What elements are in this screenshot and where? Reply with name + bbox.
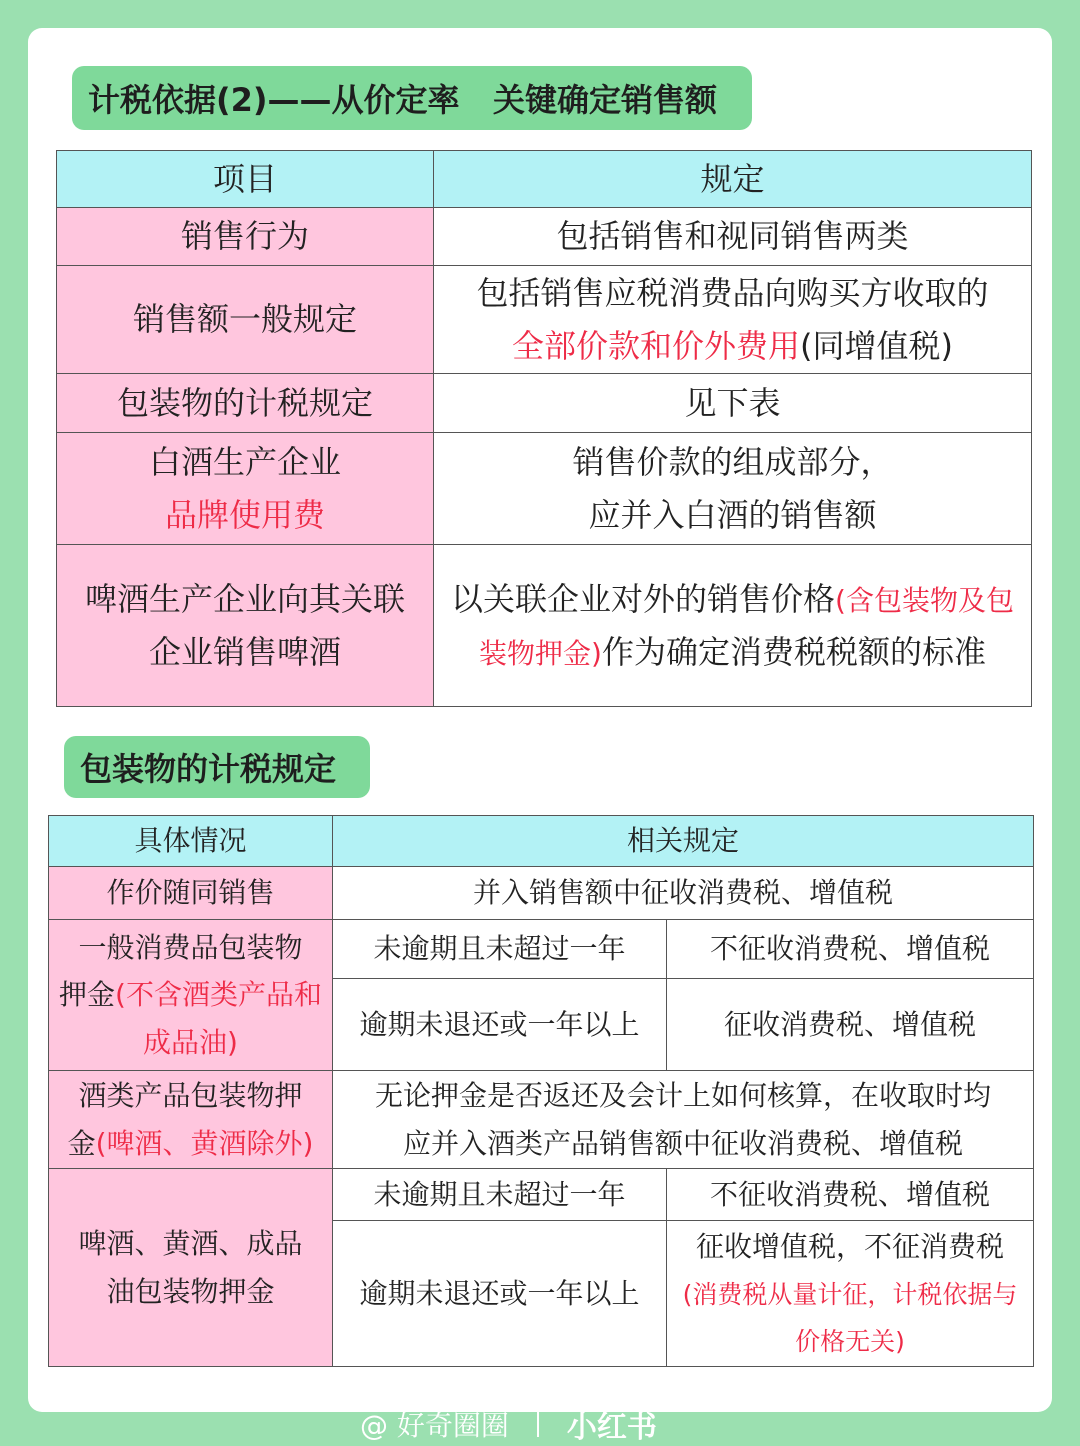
rule-text: 应并入白酒的销售额 (588, 495, 877, 534)
case-label: 作价随同销售 (49, 867, 333, 920)
heading-text: 包装物的计税规定 (80, 750, 337, 788)
label-text: 金 (67, 1126, 96, 1160)
row-label (57, 433, 434, 545)
table-row (49, 1071, 1034, 1169)
table-header-row (49, 816, 1034, 867)
table-header-row (57, 151, 1032, 208)
case-label (49, 1169, 333, 1367)
label-text: 企业销售啤酒 (148, 632, 341, 671)
row-label: 销售行为 (57, 208, 434, 266)
rule-cell: 不征收消费税、增值税 (667, 920, 1034, 979)
case-label (49, 920, 333, 1071)
label-highlight: (啤酒、黄酒除外) (95, 1126, 314, 1160)
author-handle: @ 好奇圈圈 (360, 1409, 509, 1442)
table-row (57, 545, 1032, 707)
label-highlight: 品牌使用费 (164, 495, 325, 534)
rule-cell: 不征收消费税、增值税 (667, 1169, 1034, 1221)
table-row (49, 1169, 1034, 1221)
header-rule: 规定 (434, 151, 1032, 208)
rule-text: 应并入酒类产品销售额中征收消费税、增值税 (403, 1126, 964, 1160)
section-heading-tax-basis (72, 66, 752, 130)
label-text: 白酒生产企业 (148, 442, 341, 481)
rule-cell: 征收消费税、增值税 (667, 979, 1034, 1071)
case-label (49, 1071, 333, 1169)
section-heading-packaging (64, 736, 370, 798)
table-row (57, 266, 1032, 374)
condition-cell: 逾期未退还或一年以上 (333, 1221, 667, 1367)
condition-cell: 逾期未退还或一年以上 (333, 979, 667, 1071)
rule-text: 征收增值税，不征消费税 (696, 1229, 1005, 1263)
row-label: 包装物的计税规定 (57, 374, 434, 433)
header-case: 具体情况 (49, 816, 333, 867)
rule-cell: 并入销售额中征收消费税、增值税 (333, 867, 1034, 920)
footer-divider (537, 1411, 539, 1437)
rule-text: 包括销售应税消费品向购买方收取的 (476, 273, 989, 312)
heading-text: 计税依据(2)——从价定率 关键确定销售额 (88, 81, 717, 119)
label-text: 酒类产品包装物押 (78, 1079, 303, 1113)
rule-highlight: 全部价款和价外费用 (512, 326, 801, 365)
rule-text: 无论押金是否返还及会计上如何核算，在收取时均 (375, 1079, 992, 1113)
row-label: 销售额一般规定 (57, 266, 434, 374)
label-text: 押金 (59, 978, 116, 1012)
label-text: 油包装物押金 (106, 1274, 275, 1308)
rule-cell (667, 1221, 1034, 1367)
brand-logo: 小红书 (566, 1410, 657, 1445)
packaging-tax-table (48, 815, 1034, 1367)
tax-basis-table (56, 150, 1032, 707)
row-rule (434, 433, 1032, 545)
table-row (57, 208, 1032, 266)
watermark-footer (360, 1408, 780, 1445)
rule-text: 销售价款的组成部分， (572, 442, 893, 481)
rule-highlight: (含包装物及包装物押金) (479, 583, 1014, 670)
row-rule: 包括销售和视同销售两类 (434, 208, 1032, 266)
row-rule: 见下表 (434, 374, 1032, 433)
header-item: 项目 (57, 151, 434, 208)
table-row (57, 433, 1032, 545)
condition-cell: 未逾期且未超过一年 (333, 1169, 667, 1221)
rule-cell (333, 1071, 1034, 1169)
table-row (49, 920, 1034, 979)
rule-text: 作为确定消费税税额的标准 (601, 632, 986, 671)
label-text: 一般消费品包装物 (78, 931, 303, 965)
row-rule (434, 266, 1032, 374)
table-row (57, 374, 1032, 433)
rule-text: 以关联企业对外的销售价格 (451, 579, 836, 618)
header-rule: 相关规定 (333, 816, 1034, 867)
table-row (49, 867, 1034, 920)
label-text: 啤酒、黄酒、成品 (78, 1227, 303, 1261)
rule-note: (消费税从量计征，计税依据与价格无关) (682, 1279, 1018, 1357)
row-label (57, 545, 434, 707)
row-rule (434, 545, 1032, 707)
label-highlight: (不含酒类产品和成品油) (115, 978, 322, 1059)
label-text: 啤酒生产企业向其关联 (84, 579, 405, 618)
rule-text: (同增值税) (800, 326, 953, 365)
condition-cell: 未逾期且未超过一年 (333, 920, 667, 979)
